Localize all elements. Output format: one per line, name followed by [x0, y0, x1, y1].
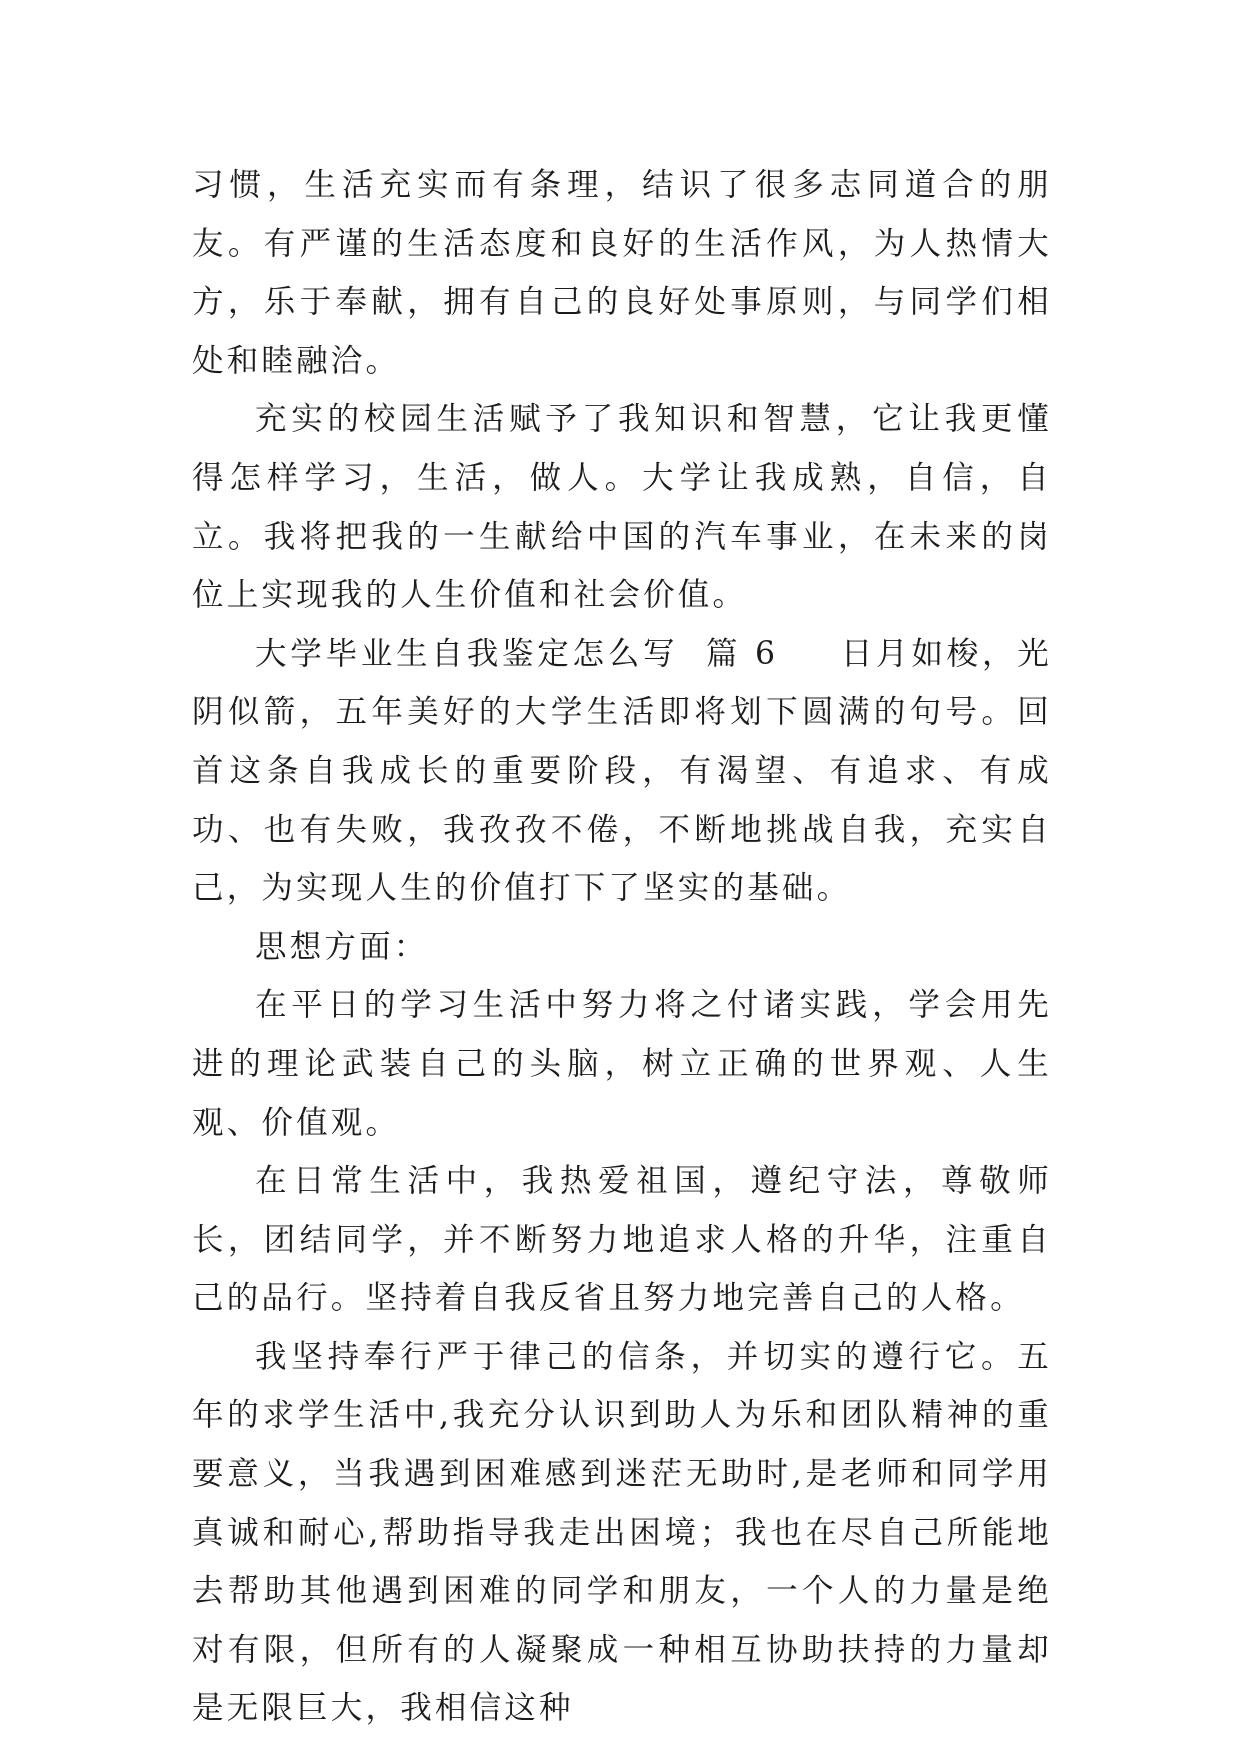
- paragraph-text: 在平日的学习生活中努力将之付诸实践，学会用先进的理论武装自己的头脑，树立正确的世界观、人生观、价值观。: [192, 987, 1052, 1141]
- paragraph-text: 在日常生活中，我热爱祖国，遵纪守法，尊敬师长，团结同学，并不断努力地追求人格的升华，注重自己的品行。坚持着自我反省且努力地完善自己的人格。: [192, 1163, 1052, 1317]
- paragraph-text: 我坚持奉行严于律己的信条，并切实的遵行它。五年的求学生活中,我充分认识到助人为乐和团队精神的重要意义，当我遇到困难感到迷茫无助时,是老师和同学用真诚和耐心,帮助指导我走出困境；我也在尽自己所能地去帮助其他遇到困难的同学和朋友，一个人的力量是绝对有限，但所有的人凝聚成一种相互协助扶持的力量却是无限巨大，我相信这种: [192, 1338, 1052, 1727]
- paragraph-text: 充实的校园生活赋予了我知识和智慧，它让我更懂得怎样学习，生活，做人。大学让我成熟，自信，自立。我将把我的一生献给中国的汽车事业，在未来的岗位上实现我的人生价值和社会价值。: [192, 401, 1052, 614]
- paragraph-text: 日月如梭，光阴似箭，五年美好的大学生活即将划下圆满的句号。回首这条自我成长的重要阶段，有渴望、有追求、有成功、也有失败，我孜孜不倦，不断地挑战自我，充实自己，为实现人生的价值打下了坚实的基础。: [192, 635, 1053, 907]
- paragraph-habits: [192, 156, 1052, 390]
- paragraph-daily-life: [192, 1152, 1052, 1328]
- paragraph-practice: [192, 976, 1052, 1152]
- section-heading: 大学毕业生自我鉴定怎么写 篇 6: [255, 635, 779, 672]
- paragraph-text: 习惯，生活充实而有条理，结识了很多志同道合的朋友。有严谨的生活态度和良好的生活作风，为人热情大方，乐于奉献，拥有自己的良好处事原则，与同学们相处和睦融洽。: [192, 167, 1052, 379]
- paragraph-self-discipline: [192, 1328, 1052, 1738]
- paragraph-campus-life: [192, 390, 1052, 624]
- paragraph-thought-heading: [192, 918, 1052, 977]
- paragraph-text: 思想方面：: [255, 928, 429, 965]
- paragraph-section-6: [192, 625, 1052, 918]
- document-body: [192, 156, 1052, 1738]
